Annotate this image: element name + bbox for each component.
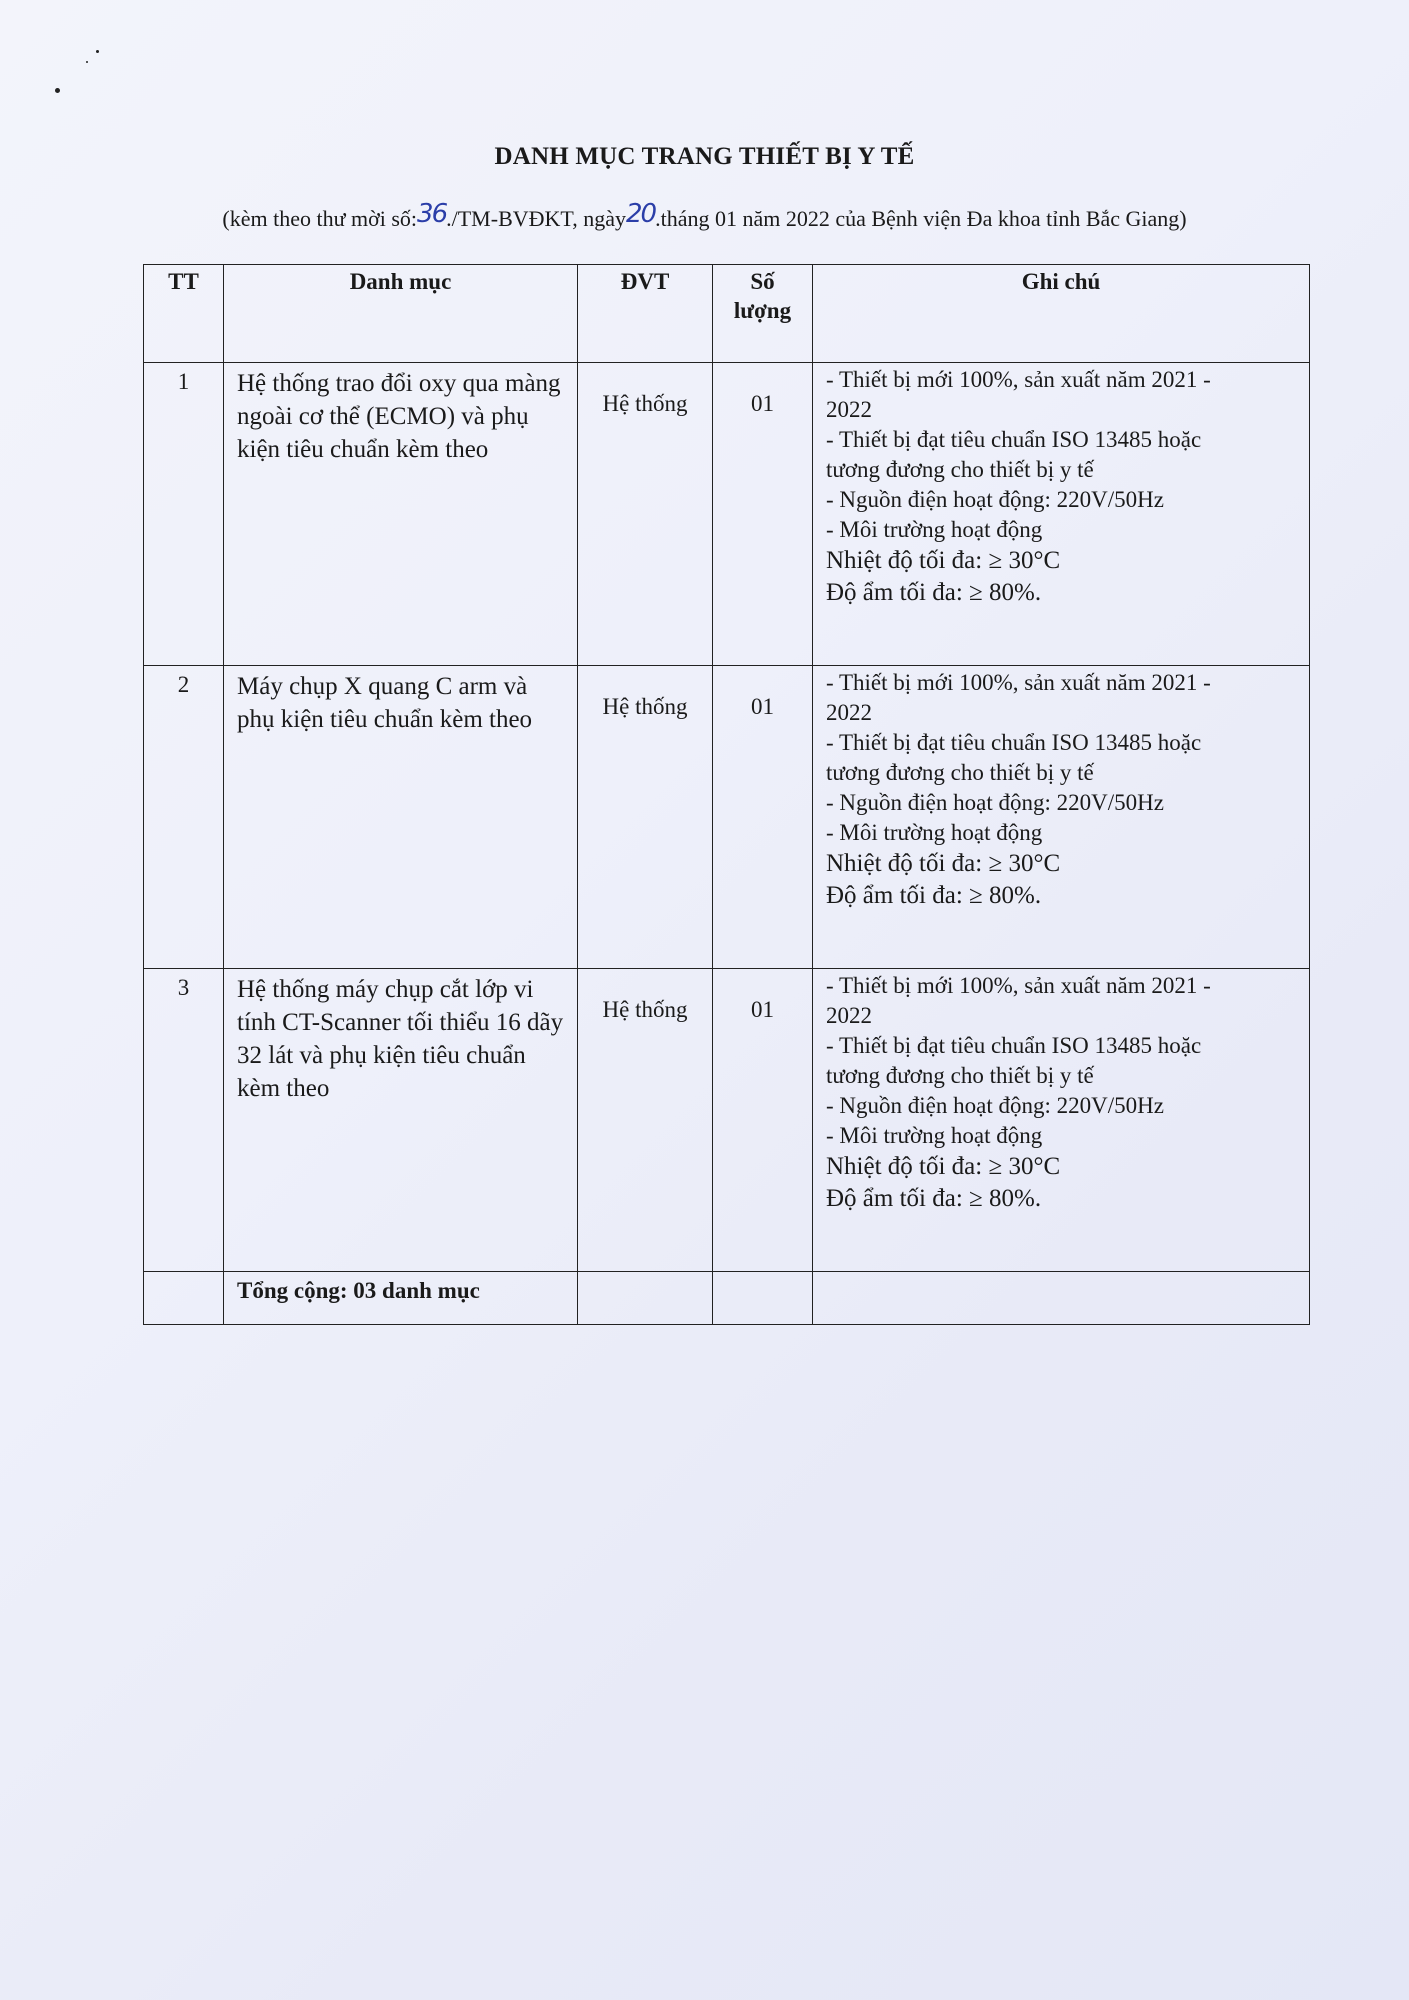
row-number: 3 [144,969,224,1272]
header-tt: TT [144,265,224,363]
row-item-name: Máy chụp X quang C arm và phụ kiện tiêu chuẩn kèm theo [224,666,578,969]
note-line: - Môi trường hoạt động [826,1123,1043,1148]
table-row [144,969,1310,1272]
scan-speck [86,61,88,63]
header-dvt: ĐVT [578,265,713,363]
header-danh-muc: Danh mục [224,265,578,363]
note-line: Độ ẩm tối đa: ≥ 80%. [826,579,1042,606]
note-line: - Thiết bị mới 100%, sản xuất năm 2021 - [826,367,1211,392]
document-title: DANH MỤC TRANG THIẾT BỊ Y TẾ [494,143,915,170]
row-number: 1 [144,363,224,666]
row-quantity: 01 [713,969,813,1272]
note-line: Nhiệt độ tối đa: ≥ 30°C [826,1153,1061,1180]
total-empty-cell [713,1272,813,1325]
note-line: Nhiệt độ tối đa: ≥ 30°C [826,547,1061,574]
note-line: - Nguồn điện hoạt động: 220V/50Hz [826,487,1164,512]
total-empty-cell [578,1272,713,1325]
handwritten-letter-number: 36 [417,199,447,229]
row-number: 2 [144,666,224,969]
header-so-luong-line2: lượng [733,298,792,323]
row-quantity: 01 [713,666,813,969]
note-line: 2022 [826,1003,872,1028]
note-line: tương đương cho thiết bị y tế [826,760,1094,785]
note-line: - Thiết bị đạt tiêu chuẩn ISO 13485 hoặc [826,730,1202,755]
scan-speck [55,88,60,93]
row-quantity: 01 [713,363,813,666]
note-line: - Môi trường hoạt động [826,820,1043,845]
row-item-name: Hệ thống máy chụp cắt lớp vi tính CT-Scanner tối thiểu 16 dãy 32 lát và phụ kiện tiêu chuẩn kèm theo [224,969,578,1272]
header-ghi-chu: Ghi chú [813,265,1310,363]
row-notes [813,363,1310,666]
row-unit: Hệ thống [578,969,713,1272]
row-unit: Hệ thống [578,666,713,969]
equipment-table [143,264,1310,1325]
document-subtitle [0,199,1409,233]
table-row [144,363,1310,666]
note-line: - Thiết bị đạt tiêu chuẩn ISO 13485 hoặc [826,1033,1202,1058]
row-notes [813,969,1310,1272]
note-line: - Thiết bị mới 100%, sản xuất năm 2021 - [826,670,1211,695]
table-header-row [144,265,1310,363]
row-item-name: Hệ thống trao đổi oxy qua màng ngoài cơ thể (ECMO) và phụ kiện tiêu chuẩn kèm theo [224,363,578,666]
note-line: Nhiệt độ tối đa: ≥ 30°C [826,850,1061,877]
note-line: Độ ẩm tối đa: ≥ 80%. [826,1185,1042,1212]
row-notes [813,666,1310,969]
total-label: Tổng cộng: 03 danh mục [224,1272,578,1325]
subtitle-suffix: .tháng 01 năm 2022 của Bệnh viện Đa khoa tỉnh Bắc Giang) [655,206,1187,231]
note-line: - Nguồn điện hoạt động: 220V/50Hz [826,790,1164,815]
scan-speck [96,50,99,53]
handwritten-day: 20 [625,199,656,229]
table-row [144,666,1310,969]
row-unit: Hệ thống [578,363,713,666]
note-line: tương đương cho thiết bị y tế [826,1063,1094,1088]
note-line: - Thiết bị đạt tiêu chuẩn ISO 13485 hoặc [826,427,1202,452]
note-line: - Nguồn điện hoạt động: 220V/50Hz [826,1093,1164,1118]
total-empty-cell [144,1272,224,1325]
total-empty-cell [813,1272,1310,1325]
note-line: Độ ẩm tối đa: ≥ 80%. [826,882,1042,909]
header-so-luong [713,265,813,363]
subtitle-prefix: (kèm theo thư mời số: [222,206,418,231]
note-line: 2022 [826,700,872,725]
note-line: 2022 [826,397,872,422]
header-so-luong-line1: Số [750,269,775,294]
note-line: - Thiết bị mới 100%, sản xuất năm 2021 - [826,973,1211,998]
table-total-row [144,1272,1310,1325]
note-line: - Môi trường hoạt động [826,517,1043,542]
subtitle-mid: ./TM-BVĐKT, ngày [446,206,626,231]
note-line: tương đương cho thiết bị y tế [826,457,1094,482]
